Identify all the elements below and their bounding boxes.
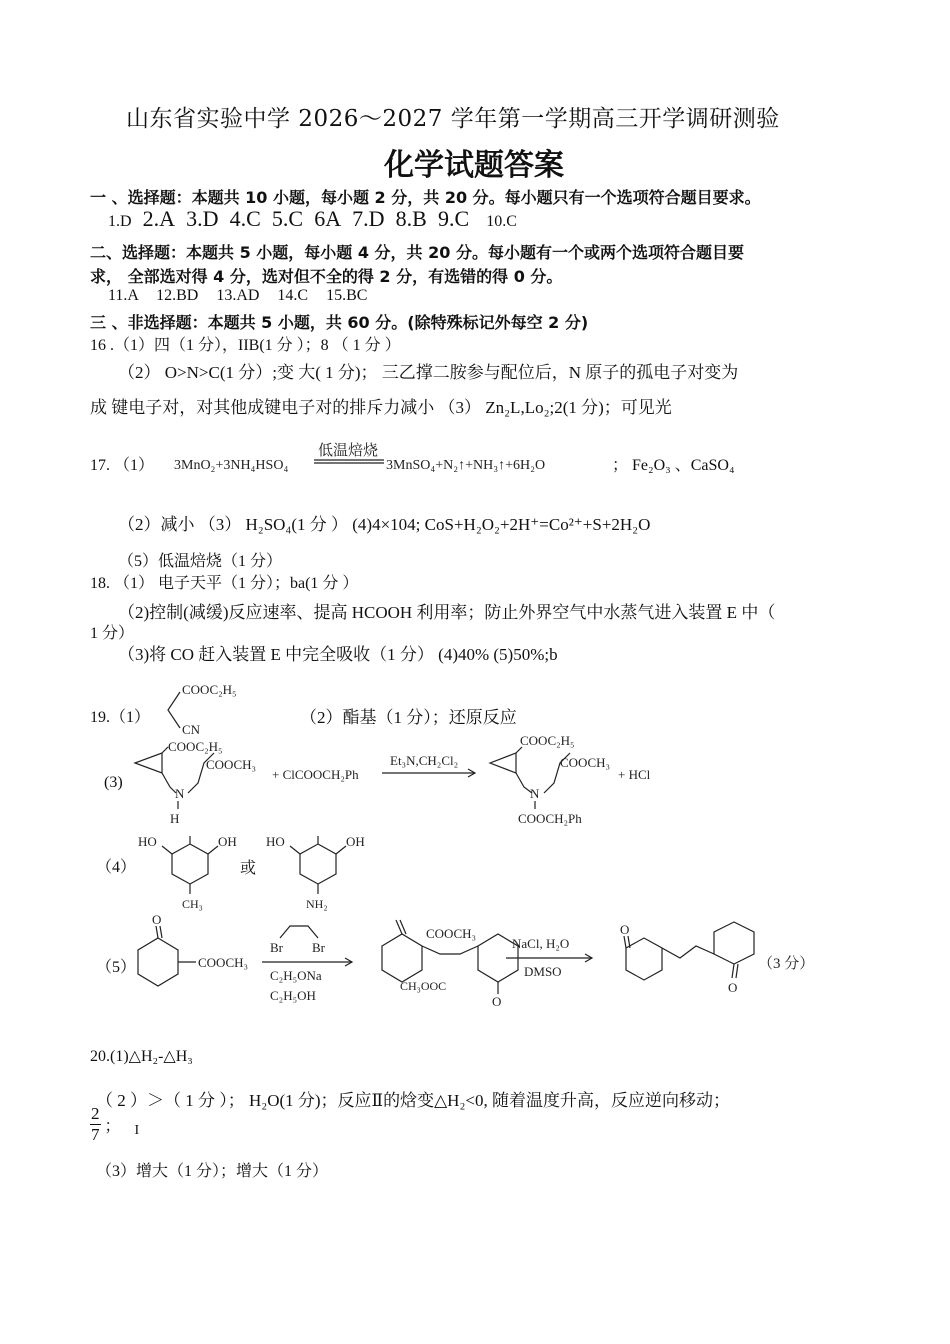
q20-fraction <box>90 1104 139 1145</box>
q18-line1: 18. （1） 电子天平（1 分）；ba(1 分 ） <box>90 575 359 592</box>
q17-line2: （2）减小 （3） H₂SO₄(1 分 ） (4)4×104; CoS+H₂O₂+2H⁺=Co²⁺+S+2H₂O <box>118 515 651 534</box>
q19-s3-reagent: + ClCOOCH₂Ph <box>272 767 359 782</box>
q19-s1-ester: COOC₂H₅ <box>182 682 237 697</box>
q19-label-1: 19.（1） <box>90 709 151 726</box>
q19-part2: （2）酯基（1 分）；还原反应 <box>300 708 517 727</box>
q17-label: 17. （1） <box>90 457 155 474</box>
q19-s5-cond1: C₂H₅ONa <box>270 968 322 983</box>
q18-line4: （3)将 CO 赶入装置 E 中完全吸收（1 分） (4)40% (5)50%;b <box>118 645 558 664</box>
section2-answers <box>108 287 367 305</box>
q19-s1-cn: CN <box>182 722 201 737</box>
page-title: 山东省实验中学 2026～2027 学年第一学期高三开学调研测验 <box>126 106 780 132</box>
q19-s3-nh: N <box>175 786 185 801</box>
q19-s3-ester2: COOCH₃ <box>206 757 257 772</box>
q19-s3-ester1: COOC₂H₅ <box>168 739 223 754</box>
q19-s5-mid-ester1: COOCH₃ <box>426 926 477 941</box>
page-subtitle: 化学试题答案 <box>384 148 564 183</box>
q19-s5-ester: COOCH₃ <box>198 955 249 970</box>
answer-9: 9.C <box>437 206 470 231</box>
q19-s3-hcl: + HCl <box>618 767 651 782</box>
q19-s4a-oh-left: HO <box>138 834 157 849</box>
q17-products: ； Fe₂O₃ 、CaSO₄ <box>612 457 735 474</box>
q19-reaction-5 <box>130 912 830 1010</box>
q19-s5-mid-ester2: CH₃OOC <box>400 979 447 993</box>
q19-s5-o-4: O <box>728 980 738 995</box>
q19-s5-cond4: DMSO <box>524 964 562 979</box>
q17-equation-condition: 低温焙烧 <box>318 443 379 459</box>
q20-frac-den: 7 <box>91 1125 100 1144</box>
q17-equation-left: 3MnO₂+3NH₄HSO₄ <box>174 458 289 473</box>
q19-s3-h: H <box>170 811 180 826</box>
answer-13: 13.AD <box>216 287 260 304</box>
q19-structure-4a <box>130 828 250 913</box>
q18-line3: 1 分） <box>90 625 135 642</box>
q19-s5-o-1: O <box>152 912 162 927</box>
answer-7: 7.D <box>352 206 385 231</box>
q16-line3: 成 键电子对，对其他成键电子对的排斥力减小 （3） Zn₂L,Lo₂;2(1 分)；可见光 <box>90 398 672 417</box>
q20-line1: 20.(1)△H₂-△H₃ <box>90 1048 193 1065</box>
q19-s3-prod-n: N <box>530 786 540 801</box>
q19-label-3: (3) <box>104 774 123 791</box>
answer-8: 8.B <box>395 206 427 231</box>
q19-label-5: （5） <box>96 959 137 976</box>
section1-heading: 一 、选择题：本题共 10 小题，每小题 2 分，共 20 分。每小题只有一个选项符合题目要求。 <box>90 188 761 207</box>
answer-3: 3.D <box>186 206 219 231</box>
q19-s3-prod-ester1: COOC₂H₅ <box>520 733 575 748</box>
q20-frac-suffix: ； <box>104 1118 121 1135</box>
answer-12: 12.BD <box>156 287 199 304</box>
answer-2: 2.A <box>142 206 176 231</box>
q19-s5-br-right: Br <box>312 940 325 955</box>
q19-structure-1 <box>150 680 270 740</box>
q19-structure-4b <box>258 828 378 913</box>
q19-s4a-oh-right: OH <box>218 834 237 849</box>
q19-or: 或 <box>240 860 257 877</box>
q19-s4b-oh-left: HO <box>266 834 285 849</box>
q19-s3-prod-group: COOCH₂Ph <box>518 811 582 826</box>
answer-4: 4.C <box>229 206 261 231</box>
q20-frac-note: I <box>134 1123 140 1139</box>
section3-heading: 三 、非选择题：本题共 5 小题，共 60 分。(除特殊标记外每空 2 分) <box>90 313 589 332</box>
answer-1: 1.D <box>108 213 132 230</box>
q19-s5-o-3: O <box>620 922 630 937</box>
q16-line2: （2） O>N>C(1 分）;变 大( 1 分)； 三乙撑二胺参与配位后，N 原子的孤电子对变为 <box>118 363 739 382</box>
q19-s5-o-2: O <box>492 994 502 1009</box>
answer-15: 15.BC <box>326 287 368 304</box>
q20-line2: （ 2 ）＞（ 1 分 ）； H₂O(1 分)；反应Ⅱ的焓变△H₂<0, 随着温度升高，反应逆向移动； <box>96 1091 730 1110</box>
q19-s3-prod-ester2: COOCH₃ <box>560 755 611 770</box>
q17-line3: （5）低温焙烧（1 分） <box>118 553 283 570</box>
answer-14: 14.C <box>277 287 309 304</box>
q19-s5-cond2: C₂H₅OH <box>270 988 316 1003</box>
q19-s3-condition: Et₃N,CH₂Cl₂ <box>390 753 459 768</box>
answer-6: 6A <box>314 206 342 231</box>
answer-10: 10.C <box>486 213 517 230</box>
q20-line4: （3）增大（1 分）；增大（1 分） <box>96 1163 329 1180</box>
q19-s4b-oh-right: OH <box>346 834 365 849</box>
section2-heading-line1: 二、选择题：本题共 5 小题，每小题 4 分，共 20 分。每小题有一个或两个选项符合题目要 <box>90 243 744 262</box>
q17-equation <box>170 438 630 480</box>
answer-5: 5.C <box>271 206 304 231</box>
section2-heading-line2: 求， 全部选对得 4 分，选对但不全的得 2 分，有选错的得 0 分。 <box>90 267 563 286</box>
q16-line1: 16 .（1）四（1 分），IIB(1 分 ）；8 （ 1 分 ） <box>90 337 401 354</box>
q19-s5-cond3: NaCl, H₂O <box>512 936 570 951</box>
q19-s5-br-left: Br <box>270 940 283 955</box>
q19-s5-score: （3 分） <box>758 956 815 972</box>
q19-s4b-nh2: NH₂ <box>306 897 328 911</box>
q19-label-4: （4） <box>96 859 137 876</box>
section1-answers <box>108 206 517 232</box>
answer-11: 11.A <box>108 287 139 304</box>
q19-reaction-3 <box>120 735 680 835</box>
q19-s4a-ch3: CH₃ <box>182 897 203 911</box>
q17-equation-right: 3MnSO₄+N₂↑+NH₃↑+6H₂O <box>386 458 546 473</box>
q18-line2: （2)控制(减缓)反应速率、提高 HCOOH 利用率；防止外界空气中水蒸气进入装置 E 中（ <box>118 603 776 622</box>
q20-frac-num: 2 <box>91 1104 100 1123</box>
